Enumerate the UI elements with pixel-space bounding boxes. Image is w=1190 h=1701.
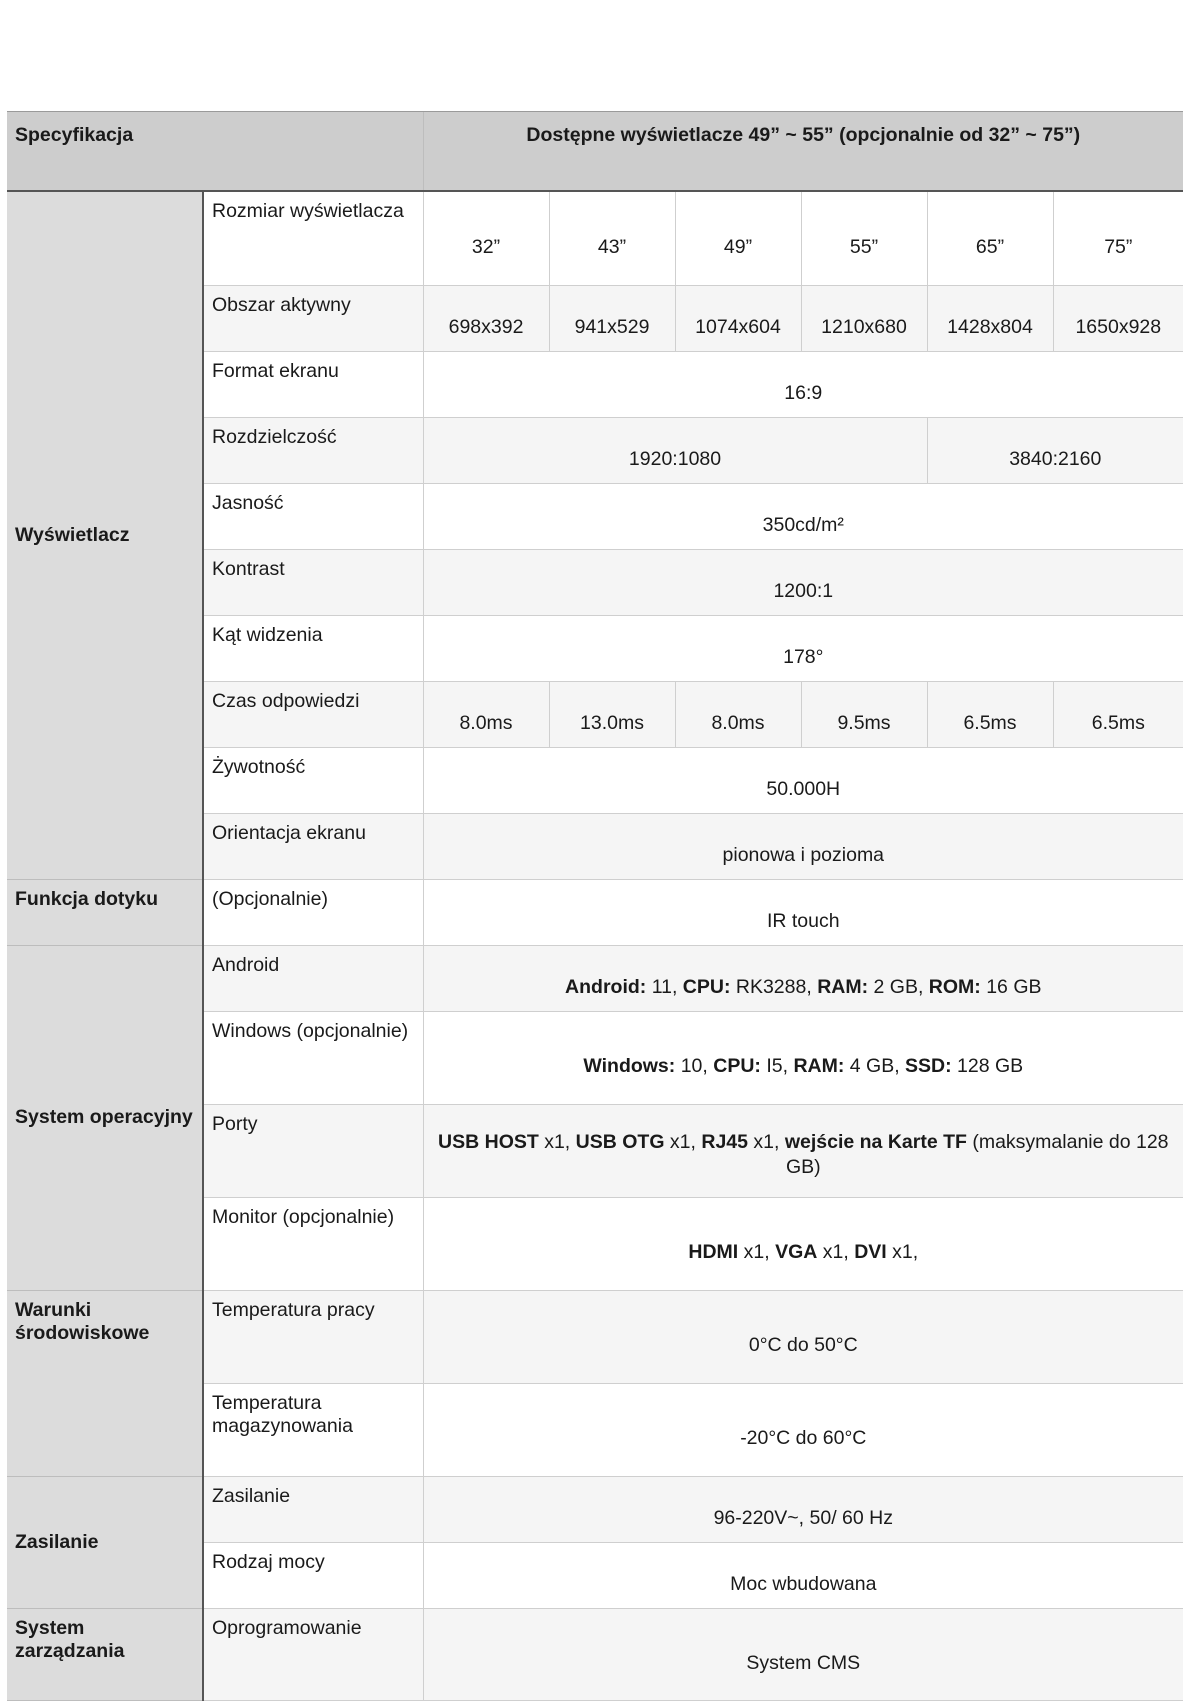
group-environment: Warunki środowiskowe [7,1290,203,1476]
response-time-cell: 6.5ms [1053,681,1183,747]
header-specification: Specyfikacja [7,112,423,192]
row-label-contrast: Kontrast [203,549,423,615]
resolution-value-uhd: 3840:2160 [927,417,1183,483]
power-type-value: Moc wbudowana [423,1542,1183,1608]
row-label-power-type: Rodzaj mocy [203,1542,423,1608]
row-label-orientation: Orientacja ekranu [203,813,423,879]
size-cell: 55” [801,191,927,285]
table-row [7,1608,1183,1700]
response-time-cell: 13.0ms [549,681,675,747]
orientation-value: pionowa i pozioma [423,813,1183,879]
active-area-cell: 1650x928 [1053,285,1183,351]
row-label-power-supply: Zasilanie [203,1476,423,1542]
response-time-cell: 9.5ms [801,681,927,747]
row-label-resolution: Rozdzielczość [203,417,423,483]
group-touch: Funkcja dotyku [7,879,203,945]
monitor-value: HDMI x1, VGA x1, DVI x1, [423,1197,1183,1290]
table-row [7,1290,1183,1383]
table-row [7,879,1183,945]
row-label-viewing-angle: Kąt widzenia [203,615,423,681]
row-label-monitor: Monitor (opcjonalnie) [203,1197,423,1290]
row-label-format: Format ekranu [203,351,423,417]
table-row [7,191,1183,285]
format-value: 16:9 [423,351,1183,417]
group-operating-system: System operacyjny [7,945,203,1290]
windows-value: Windows: 10, CPU: I5, RAM: 4 GB, SSD: 128 GB [423,1011,1183,1104]
active-area-cell: 941x529 [549,285,675,351]
operating-temperature-value: 0°C do 50°C [423,1290,1183,1383]
row-label-storage-temperature: Temperatura magazynowania [203,1383,423,1476]
group-management-system: System zarządzania [7,1608,203,1700]
size-cell: 75” [1053,191,1183,285]
response-time-cell: 8.0ms [423,681,549,747]
lifetime-value: 50.000H [423,747,1183,813]
size-cell: 65” [927,191,1053,285]
contrast-value: 1200:1 [423,549,1183,615]
response-time-cell: 8.0ms [675,681,801,747]
android-value: Android: 11, CPU: RK3288, RAM: 2 GB, ROM: 16 GB [423,945,1183,1011]
response-time-cell: 6.5ms [927,681,1053,747]
software-value: System CMS [423,1608,1183,1700]
row-label-windows: Windows (opcjonalnie) [203,1011,423,1104]
active-area-cell: 1210x680 [801,285,927,351]
active-area-cell: 1428x804 [927,285,1053,351]
row-label-touch: (Opcjonalnie) [203,879,423,945]
row-label-brightness: Jasność [203,483,423,549]
row-label-lifetime: Żywotność [203,747,423,813]
active-area-cell: 1074x604 [675,285,801,351]
viewing-angle-value: 178° [423,615,1183,681]
brightness-value: 350cd/m² [423,483,1183,549]
group-power: Zasilanie [7,1476,203,1608]
row-label-android: Android [203,945,423,1011]
size-cell: 49” [675,191,801,285]
row-label-size: Rozmiar wyświetlacza [203,191,423,285]
table-header-row [7,112,1183,192]
resolution-value-fhd: 1920:1080 [423,417,927,483]
touch-value: IR touch [423,879,1183,945]
power-supply-value: 96-220V~, 50/ 60 Hz [423,1476,1183,1542]
storage-temperature-value: -20°C do 60°C [423,1383,1183,1476]
ports-value: USB HOST x1, USB OTG x1, RJ45 x1, wejście na Karte TF (maksymalanie do 128 GB) [423,1104,1183,1197]
row-label-software: Oprogramowanie [203,1608,423,1700]
size-cell: 43” [549,191,675,285]
table-row [7,945,1183,1011]
active-area-cell: 698x392 [423,285,549,351]
row-label-active-area: Obszar aktywny [203,285,423,351]
table-row [7,1476,1183,1542]
specification-table [7,111,1183,1701]
size-cell: 32” [423,191,549,285]
row-label-operating-temperature: Temperatura pracy [203,1290,423,1383]
row-label-ports: Porty [203,1104,423,1197]
row-label-response-time: Czas odpowiedzi [203,681,423,747]
header-available-displays: Dostępne wyświetlacze 49” ~ 55” (opcjonalnie od 32” ~ 75”) [423,112,1183,192]
group-display: Wyświetlacz [7,191,203,879]
